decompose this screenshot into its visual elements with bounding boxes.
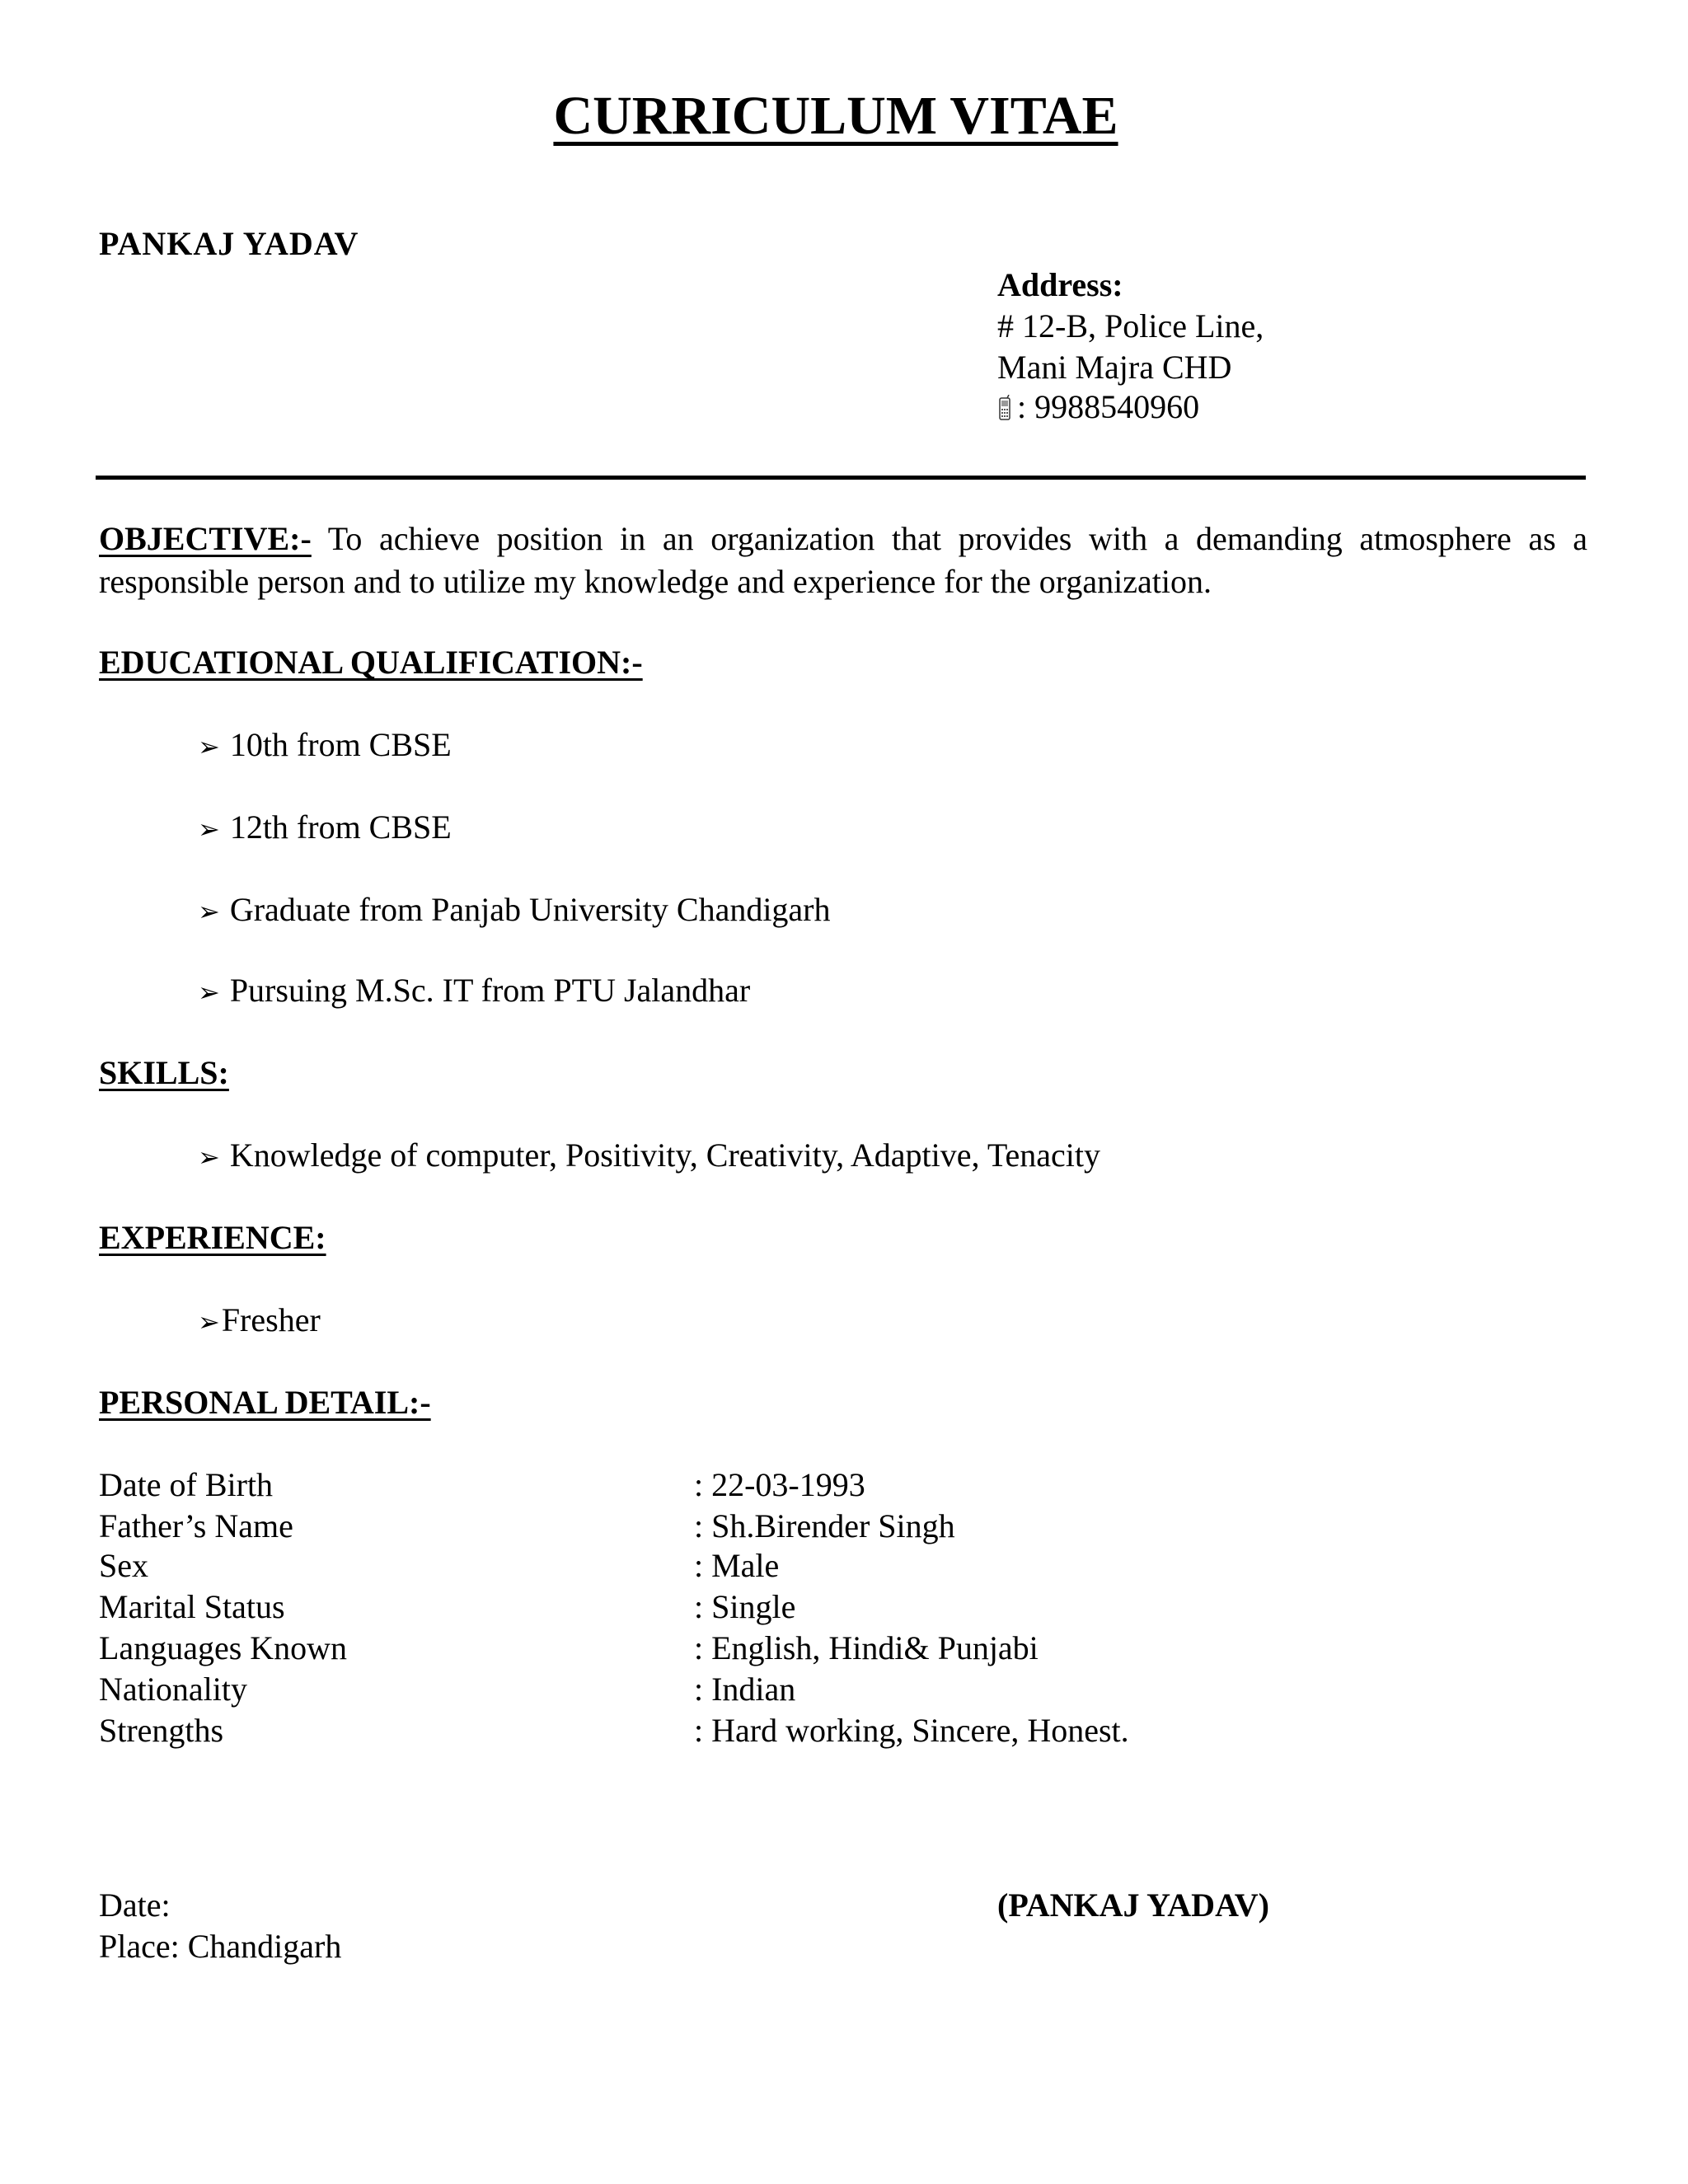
personal-detail-value: : Single bbox=[694, 1588, 796, 1625]
document-title: CURRICULUM VITAE bbox=[553, 86, 1118, 146]
personal-detail-label: Father’s Name bbox=[99, 1507, 293, 1544]
arrow-bullet-icon: ➢ bbox=[198, 731, 220, 762]
personal-detail-label: Languages Known bbox=[99, 1629, 348, 1666]
personal-detail-value: : 22-03-1993 bbox=[694, 1466, 865, 1503]
personal-detail-label: Strengths bbox=[99, 1712, 224, 1749]
signature-name: (PANKAJ YADAV) bbox=[997, 1886, 1269, 1924]
personal-detail-value: : Hard working, Sincere, Honest. bbox=[694, 1712, 1129, 1749]
personal-detail-label: Sex bbox=[99, 1547, 148, 1584]
objective-heading: OBJECTIVE:- bbox=[99, 520, 312, 557]
address-line-1: # 12-B, Police Line, bbox=[997, 307, 1264, 344]
candidate-name: PANKAJ YADAV bbox=[99, 225, 359, 262]
arrow-bullet-icon: ➢ bbox=[198, 896, 220, 927]
personal-detail-label: Marital Status bbox=[99, 1588, 285, 1625]
education-item: ➢ Graduate from Panjab University Chandigarh bbox=[198, 891, 831, 928]
personal-detail-heading: PERSONAL DETAIL:- bbox=[99, 1384, 431, 1421]
arrow-bullet-icon: ➢ bbox=[198, 813, 220, 845]
personal-detail-value: : Sh.Birender Singh bbox=[694, 1507, 955, 1544]
date-label: Date: bbox=[99, 1886, 171, 1924]
mobile-phone-icon bbox=[997, 395, 1012, 421]
education-item: ➢ 10th from CBSE bbox=[198, 726, 452, 763]
education-heading: EDUCATIONAL QUALIFICATION:- bbox=[99, 644, 643, 681]
personal-detail-value: : English, Hindi& Punjabi bbox=[694, 1629, 1039, 1666]
address-heading: Address: bbox=[997, 266, 1123, 303]
education-item: ➢ 12th from CBSE bbox=[198, 808, 452, 846]
personal-detail-value: : Indian bbox=[694, 1671, 796, 1708]
personal-detail-label: Date of Birth bbox=[99, 1466, 274, 1503]
experience-heading: EXPERIENCE: bbox=[99, 1219, 326, 1256]
skills-heading: SKILLS: bbox=[99, 1054, 229, 1091]
objective-text: To achieve position in an organization that provides with a demanding atmosphere as a responsible person and to utilize my knowledge and experience for the organization. bbox=[99, 520, 1588, 600]
phone-number: : 9988540960 bbox=[1017, 388, 1200, 425]
arrow-bullet-icon: ➢ bbox=[198, 1141, 220, 1173]
objective-section bbox=[99, 518, 1587, 603]
address-line-2: Mani Majra CHD bbox=[997, 349, 1232, 386]
education-item: ➢ Pursuing M.Sc. IT from PTU Jalandhar bbox=[198, 972, 751, 1009]
personal-detail-label: Nationality bbox=[99, 1671, 247, 1708]
phone-line bbox=[997, 387, 1199, 426]
experience-item: ➢Fresher bbox=[198, 1301, 321, 1338]
header-divider bbox=[96, 476, 1586, 480]
arrow-bullet-icon: ➢ bbox=[198, 1306, 220, 1338]
place-label: Place: Chandigarh bbox=[99, 1928, 342, 1965]
arrow-bullet-icon: ➢ bbox=[198, 977, 220, 1008]
skills-item: ➢ Knowledge of computer, Positivity, Creativity, Adaptive, Tenacity bbox=[198, 1137, 1100, 1174]
personal-detail-value: : Male bbox=[694, 1547, 780, 1584]
